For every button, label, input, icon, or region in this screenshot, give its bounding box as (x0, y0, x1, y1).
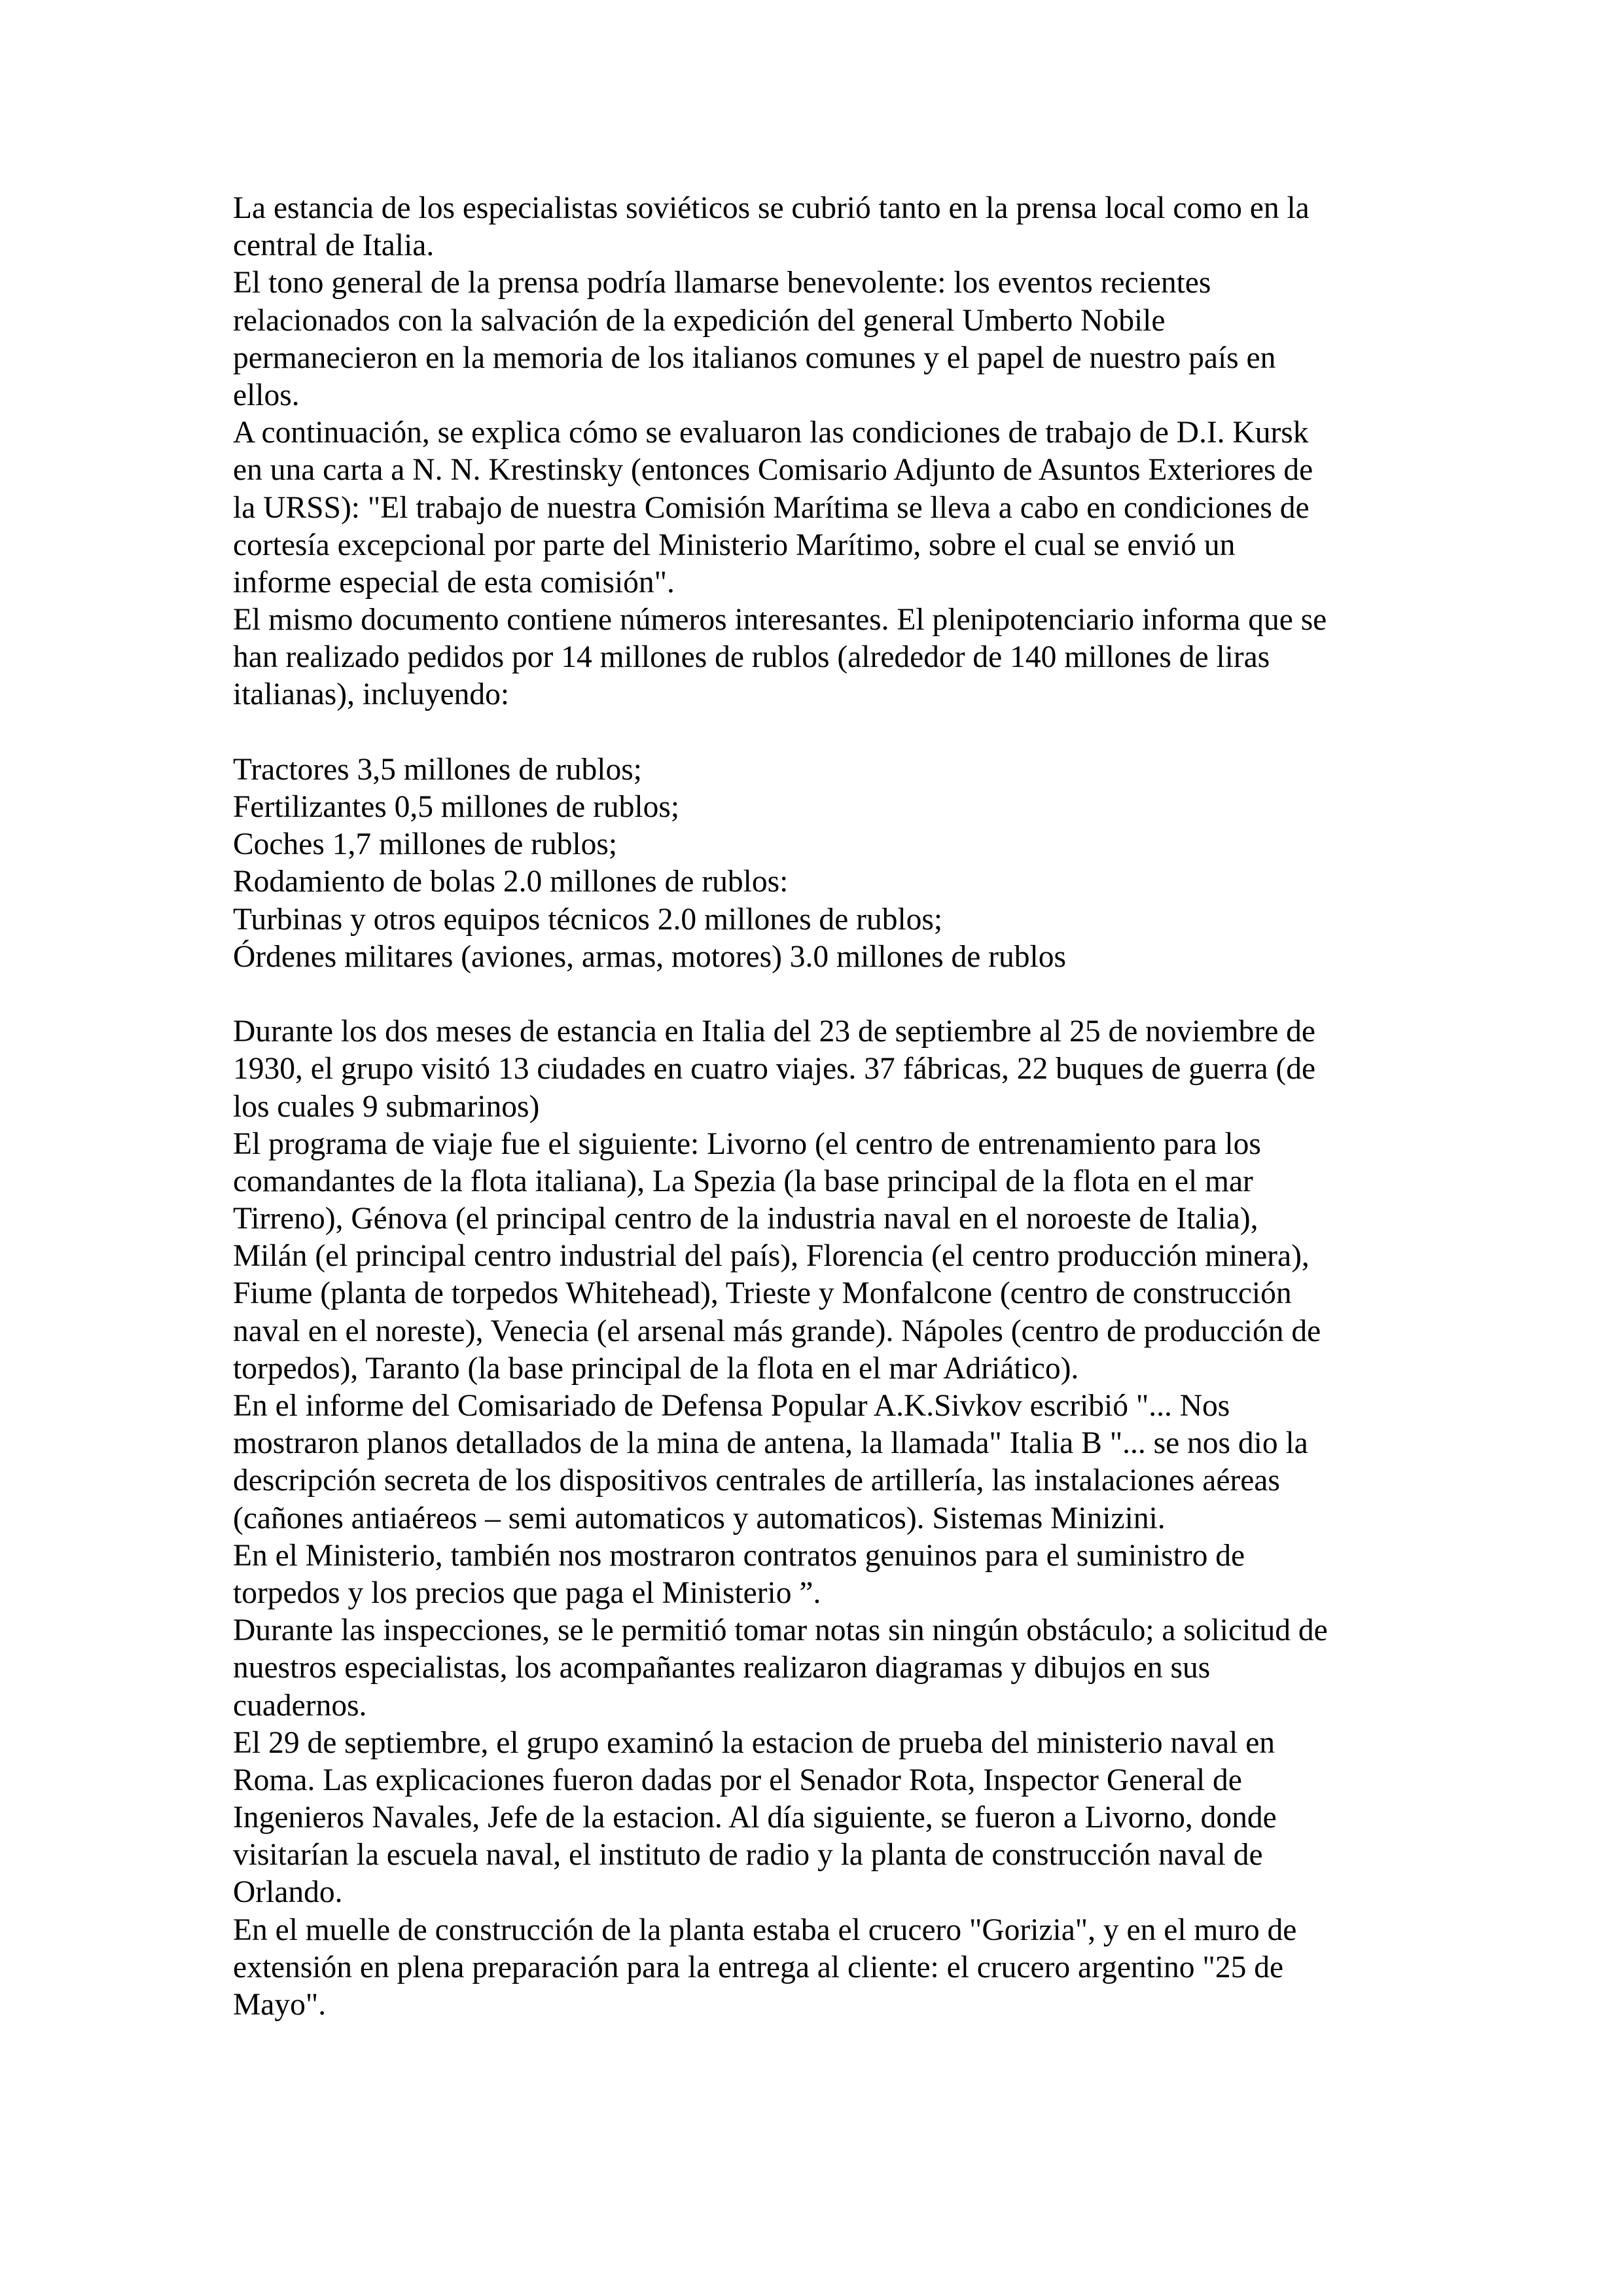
text-line: cuadernos. (233, 1688, 367, 1723)
text-line: 1930, el grupo visitó 13 ciudades en cuatro viajes. 37 fábricas, 22 buques de guerra (de (233, 1052, 1316, 1086)
text-line: informe especial de esta comisión". (233, 565, 675, 600)
text-line: A continuación, se explica cómo se evaluaron las condiciones de trabajo de D.I. Kursk (233, 416, 1309, 450)
text-line: Ingenieros Navales, Jefe de la estacion. Al día siguiente, se fueron a Livorno, donde (233, 1801, 1277, 1835)
text-line: La estancia de los especialistas soviéticos se cubrió tanto en la prensa local como en la (233, 191, 1310, 225)
paragraph-gap (233, 714, 1404, 751)
text-line: ellos. (233, 378, 300, 412)
text-line: El tono general de la prensa podría llamarse benevolente: los eventos recientes (233, 266, 1211, 300)
text-line: relacionados con la salvación de la expedición del general Umberto Nobile (233, 303, 1166, 338)
order-item: Coches 1,7 millones de rublos; (233, 827, 618, 862)
text-line: naval en el noreste), Venecia (el arsenal más grande). Nápoles (centro de producción de (233, 1314, 1321, 1348)
text-line: Milán (el principal centro industrial del país), Florencia (el centro producción minera), (233, 1239, 1310, 1274)
text-line: Orlando. (233, 1875, 343, 1910)
text-line: visitarían la escuela naval, el instituto de radio y la planta de construcción naval de (233, 1838, 1263, 1873)
text-line: descripción secreta de los dispositivos centrales de artillería, las instalaciones aéreas (233, 1463, 1280, 1498)
order-item: Tractores 3,5 millones de rublos; (233, 752, 642, 787)
text-line: torpedos), Taranto (la base principal de la flota en el mar Adriático). (233, 1351, 1079, 1386)
text-line: los cuales 9 submarinos) (233, 1089, 540, 1124)
paragraph-gap (233, 976, 1404, 1013)
order-item: Órdenes militares (aviones, armas, motores) 3.0 millones de rublos (233, 939, 1066, 974)
visit-section (233, 1013, 1404, 2024)
text-line: Tirreno), Génova (el principal centro de la industria naval en el noroeste de Italia), (233, 1202, 1258, 1236)
text-line: El programa de viaje fue el siguiente: Livorno (el centro de entrenamiento para los (233, 1126, 1261, 1161)
text-line: Roma. Las explicaciones fueron dadas por el Senador Rota, Inspector General de (233, 1763, 1242, 1797)
text-line: central de Italia. (233, 228, 435, 263)
text-line: comandantes de la flota italiana), La Spezia (la base principal de la flota en el mar (233, 1164, 1253, 1198)
document-page (233, 190, 1404, 2024)
text-line: En el Ministerio, también nos mostraron contratos genuinos para el suministro de (233, 1538, 1245, 1573)
order-item: Rodamiento de bolas 2.0 millones de rublos: (233, 865, 789, 899)
text-line: (cañones antiaéreos – semi automaticos y automaticos). Sistemas Minizini. (233, 1501, 1166, 1535)
order-item: Fertilizantes 0,5 millones de rublos; (233, 790, 680, 824)
text-line: Durante las inspecciones, se le permitió tomar notas sin ningún obstáculo; a solicitud de (233, 1613, 1328, 1648)
text-line: En el informe del Comisariado de Defensa Popular A.K.Sivkov escribió "... Nos (233, 1389, 1230, 1423)
text-line: El 29 de septiembre, el grupo examinó la estacion de prueba del ministerio naval en (233, 1725, 1275, 1760)
text-line: nuestros especialistas, los acompañantes realizaron diagramas y dibujos en sus (233, 1651, 1211, 1685)
text-line: permanecieron en la memoria de los italianos comunes y el papel de nuestro país en (233, 340, 1276, 375)
text-line: mostraron planos detallados de la mina de antena, la llamada" Italia B "... se nos dio la (233, 1426, 1308, 1461)
text-line: cortesía excepcional por parte del Ministerio Marítimo, sobre el cual se envió un (233, 528, 1236, 562)
text-line: la URSS): "El trabajo de nuestra Comisión Marítima se lleva a cabo en condiciones de (233, 490, 1310, 525)
orders-list (233, 751, 1404, 976)
text-line: han realizado pedidos por 14 millones de rublos (alrededor de 140 millones de liras (233, 640, 1270, 675)
text-line: El mismo documento contiene números interesantes. El plenipotenciario informa que se (233, 603, 1327, 637)
text-line: Fiume (planta de torpedos Whitehead), Trieste y Monfalcone (centro de construcción (233, 1276, 1292, 1311)
text-line: En el muelle de construcción de la planta estaba el crucero "Gorizia", y en el muro de (233, 1912, 1297, 1947)
text-line: extensión en plena preparación para la entrega al cliente: el crucero argentino "25 de (233, 1950, 1284, 1984)
text-line: Durante los dos meses de estancia en Italia del 23 de septiembre al 25 de noviembre de (233, 1014, 1316, 1049)
text-line: Mayo". (233, 1988, 327, 2022)
text-line: italianas), incluyendo: (233, 677, 510, 712)
text-line: torpedos y los precios que paga el Ministerio ”. (233, 1575, 821, 1610)
text-line: en una carta a N. N. Krestinsky (entonces Comisario Adjunto de Asuntos Exteriores de (233, 453, 1313, 488)
intro-section (233, 190, 1404, 714)
order-item: Turbinas y otros equipos técnicos 2.0 millones de rublos; (233, 902, 943, 937)
